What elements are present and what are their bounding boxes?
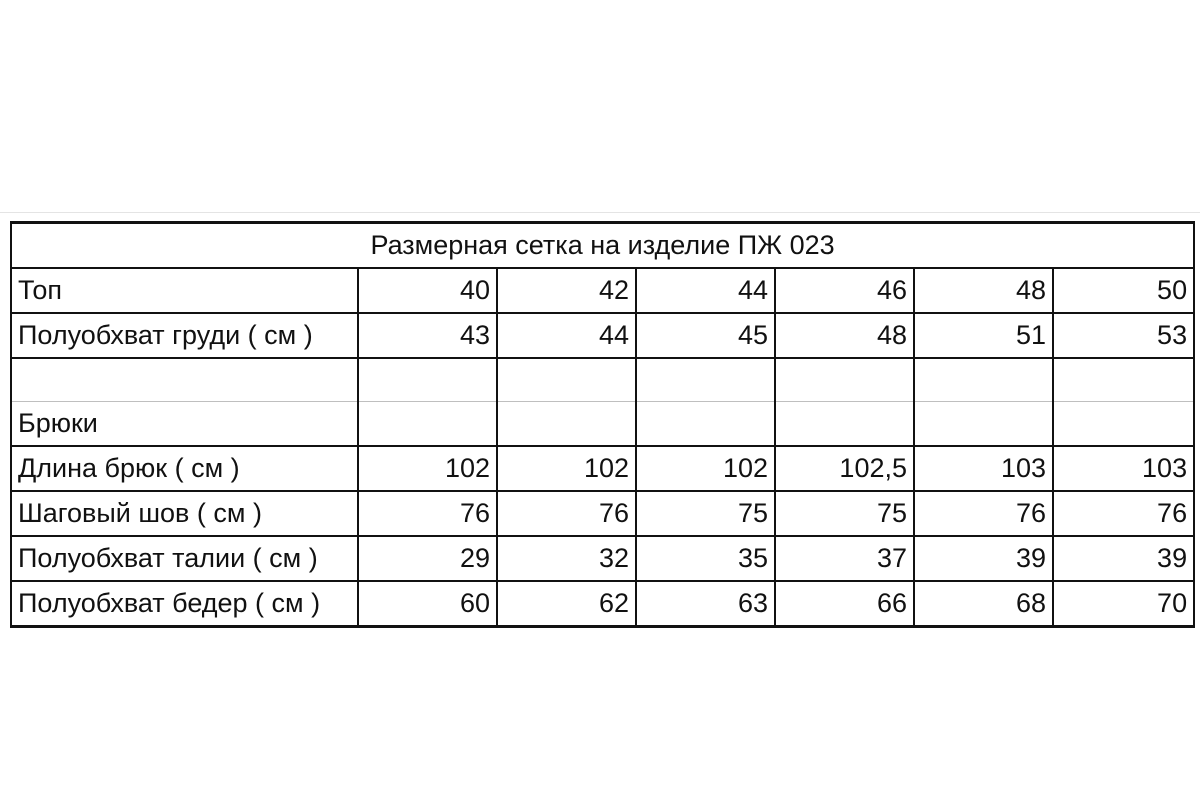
value-cell[interactable]: 40 [358, 268, 497, 313]
value-cell[interactable]: 60 [358, 581, 497, 627]
value-cell[interactable]: 39 [914, 536, 1053, 581]
value-cell[interactable]: 53 [1053, 313, 1194, 358]
row-label-cell[interactable]: Шаговый шов ( см ) [11, 491, 358, 536]
value-cell[interactable]: 32 [497, 536, 636, 581]
value-cell[interactable]: 75 [775, 491, 914, 536]
value-cell[interactable]: 66 [775, 581, 914, 627]
value-cell[interactable]: 43 [358, 313, 497, 358]
value-cell[interactable]: 102 [358, 446, 497, 491]
table-row [11, 268, 1194, 313]
value-cell[interactable]: 63 [636, 581, 775, 627]
title-row [11, 223, 1194, 269]
value-cell[interactable]: 50 [1053, 268, 1194, 313]
value-cell[interactable] [1053, 401, 1194, 446]
size-chart-sheet [10, 221, 1193, 628]
value-cell[interactable]: 51 [914, 313, 1053, 358]
value-cell[interactable]: 42 [497, 268, 636, 313]
table-row [11, 581, 1194, 627]
value-cell[interactable]: 68 [914, 581, 1053, 627]
value-cell[interactable]: 48 [914, 268, 1053, 313]
value-cell[interactable]: 37 [775, 536, 914, 581]
table-title[interactable]: Размерная сетка на изделие ПЖ 023 [11, 223, 1194, 269]
value-cell[interactable] [358, 401, 497, 446]
value-cell[interactable]: 76 [1053, 491, 1194, 536]
row-label-cell[interactable]: Топ [11, 268, 358, 313]
value-cell[interactable]: 62 [497, 581, 636, 627]
value-cell[interactable]: 35 [636, 536, 775, 581]
table-row [11, 401, 1194, 446]
value-cell[interactable] [775, 358, 914, 401]
value-cell[interactable]: 44 [636, 268, 775, 313]
row-label-cell[interactable]: Полуобхват талии ( см ) [11, 536, 358, 581]
value-cell[interactable] [775, 401, 914, 446]
value-cell[interactable] [636, 401, 775, 446]
value-cell[interactable]: 76 [358, 491, 497, 536]
value-cell[interactable]: 75 [636, 491, 775, 536]
table-row [11, 313, 1194, 358]
value-cell[interactable]: 76 [914, 491, 1053, 536]
table-row [11, 536, 1194, 581]
value-cell[interactable]: 102,5 [775, 446, 914, 491]
value-cell[interactable]: 70 [1053, 581, 1194, 627]
row-label-cell[interactable]: Полуобхват бедер ( см ) [11, 581, 358, 627]
row-label-cell[interactable]: Брюки [11, 401, 358, 446]
value-cell[interactable] [497, 358, 636, 401]
value-cell[interactable] [914, 401, 1053, 446]
table-row [11, 358, 1194, 401]
table-row [11, 491, 1194, 536]
sheet-gridline [0, 212, 1200, 213]
table-row [11, 446, 1194, 491]
value-cell[interactable]: 48 [775, 313, 914, 358]
value-cell[interactable]: 45 [636, 313, 775, 358]
value-cell[interactable]: 103 [1053, 446, 1194, 491]
value-cell[interactable]: 102 [497, 446, 636, 491]
value-cell[interactable]: 46 [775, 268, 914, 313]
value-cell[interactable] [358, 358, 497, 401]
value-cell[interactable] [1053, 358, 1194, 401]
value-cell[interactable]: 103 [914, 446, 1053, 491]
value-cell[interactable]: 29 [358, 536, 497, 581]
value-cell[interactable]: 102 [636, 446, 775, 491]
row-label-cell[interactable]: Длина брюк ( см ) [11, 446, 358, 491]
row-label-cell[interactable] [11, 358, 358, 401]
row-label-cell[interactable]: Полуобхват груди ( см ) [11, 313, 358, 358]
value-cell[interactable] [914, 358, 1053, 401]
size-chart-table [10, 221, 1195, 628]
value-cell[interactable] [636, 358, 775, 401]
value-cell[interactable] [497, 401, 636, 446]
value-cell[interactable]: 39 [1053, 536, 1194, 581]
value-cell[interactable]: 76 [497, 491, 636, 536]
value-cell[interactable]: 44 [497, 313, 636, 358]
